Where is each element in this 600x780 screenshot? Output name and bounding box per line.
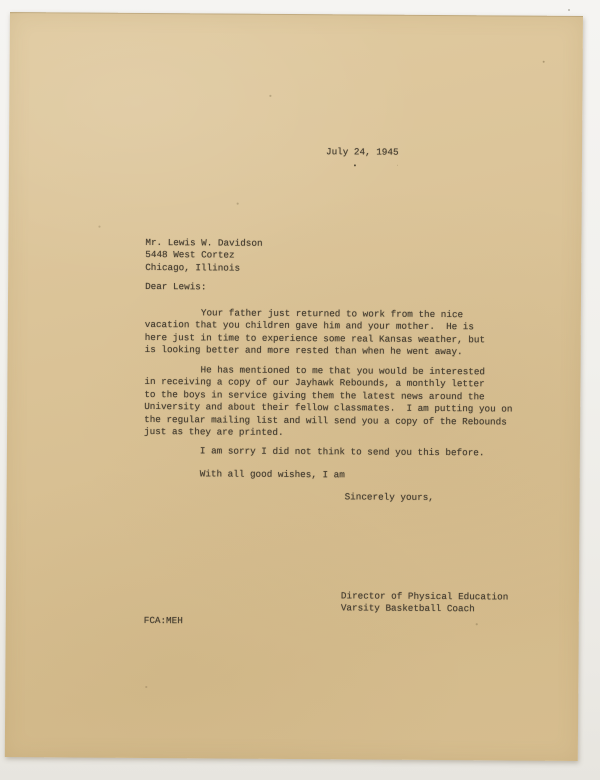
body-paragraph-1: Your father just returned to work from the nice vacation that you children gave him and your mother. He is here just in time to experience some real Kansas weather, but is looking better and more rested than when he went away. [144, 307, 486, 358]
stray-ink-dot [354, 164, 356, 166]
paper-speck [145, 686, 147, 688]
typist-initials: FCA:MEH [143, 614, 183, 627]
complimentary-close: Sincerely yours, [344, 491, 434, 503]
paper-speck [397, 165, 398, 166]
letter-date: July 24, 1945 [325, 146, 399, 158]
letter-paper [5, 12, 583, 761]
signature-title-block: Director of Physical Education Varsity Basketball Coach [340, 590, 509, 615]
recipient-address: Mr. Lewis W. Davidson 5448 West Cortez Chicago, Illinois [145, 236, 263, 274]
paper-speck [99, 226, 101, 228]
scan-dust-speck [568, 9, 570, 11]
paper-speck [269, 95, 271, 97]
body-paragraph-4: With all good wishes, I am [199, 468, 345, 481]
paper-speck [453, 355, 455, 357]
body-paragraph-2: He has mentioned to me that you would be interested in receiving a copy of our Jayhawk Rebounds, a monthly letter to the boys in service giving them the latest news around the University and about their fellow classmates. I am putting you on the regular mailing list and will send you a copy of the Rebounds just as they are printed. [144, 364, 513, 438]
paper-speck [543, 61, 545, 63]
salutation: Dear Lewis: [145, 280, 207, 293]
paper-speck [476, 623, 478, 625]
body-paragraph-3: I am sorry I did not think to send you this before. [199, 445, 485, 459]
paper-speck [237, 203, 239, 205]
